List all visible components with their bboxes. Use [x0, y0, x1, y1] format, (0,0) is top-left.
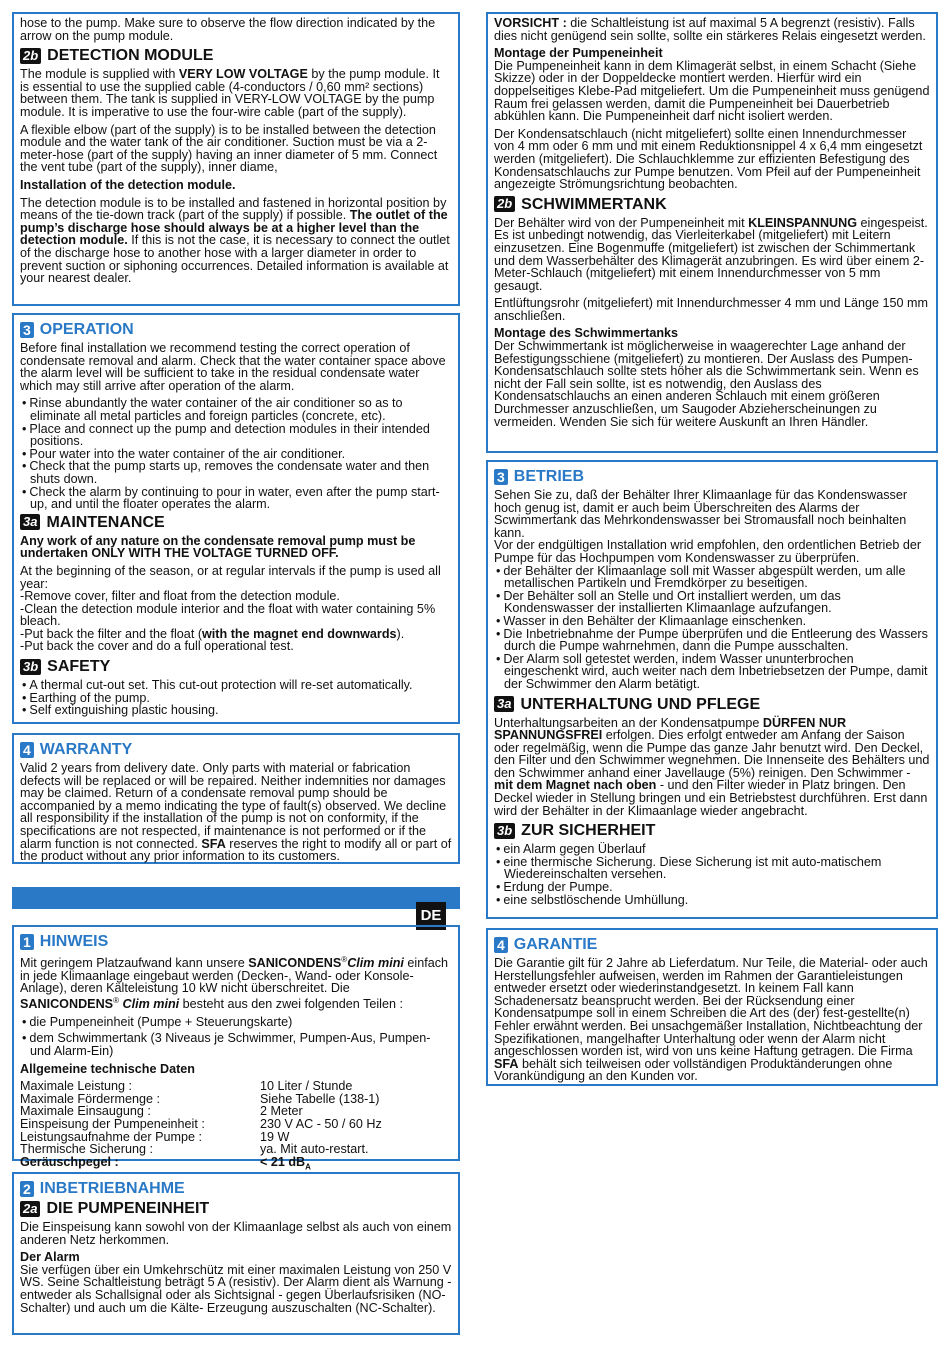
detection-module-section	[12, 12, 460, 306]
garantie-section	[486, 928, 938, 1086]
detection-paragraph-1: The module is supplied with VERY LOW VOLTAGE by the pump module. It is essential to use the supplied cable (4-conductors / 0,60 mm² sections) between them. The tank is supplied in VERY-LOW VOLTAGE by the pump module. It is imperative to use the four-wire cable (part of the supply).	[20, 67, 440, 119]
section-title: DIE PUMPENEINHEIT	[46, 1200, 210, 1217]
section-title: SCHWIMMERTANK	[521, 195, 667, 213]
section-number: 1	[20, 934, 34, 950]
section-number: 3a	[494, 696, 514, 712]
section-number: 4	[20, 742, 34, 758]
warranty-text: Valid 2 years from delivery date. Only parts with material or fabrication defects will be replaced or will be repaired. Neither indemnities nor damages may be claimed. Return of a condensate removal pump should be accompanied by a memo indicating the type of fault(s) observed. We decline all responsibility if the installation of the pump is not on conformity, if the specifications are not respected, if maintenance is not performed or if the alarm function is not connected. SFA reserves the right to modify all or part of the product without any prior information to its customers.	[20, 761, 452, 864]
table-row: Maximale Einsaugung : 2 Meter	[20, 1104, 303, 1119]
installation-heading: Installation of the detection module.	[20, 177, 236, 192]
table-row: Thermische Sicherung : ya. Mit auto-restart.	[20, 1142, 369, 1157]
detection-paragraph-3: The detection module is to be installed and fastened in horizontal position by means of the tie-down track (part of the supply) if possible. The outlet of the pump’s discharge hose should always be at a higher level than the detection module. If this is not the case, it is necessary to connect the outlet of the discharge hose to another hose with a larger diameter in order to prevent suction or siphoning occurrences. Detailed information is available at your nearest dealer.	[20, 195, 450, 286]
maintenance-warning: Any work of any nature on the condensate removal pump must be undertaken ONLY WITH THE VOLTAGE TURNED OFF.	[20, 533, 416, 561]
specs-heading: Allgemeine technische Daten	[20, 1061, 195, 1076]
inbetriebnahme-section	[12, 1172, 460, 1335]
list-item: • eine thermische Sicherung. Diese Sicherung ist mit auto-matischem Wiedereinschalten versehen.	[494, 856, 930, 881]
betrieb-section	[486, 460, 938, 919]
montage-heading: Montage der Pumpeneinheit	[494, 46, 663, 61]
list-item: • dem Schwimmertank (3 Niveaus je Schwimmer, Pumpen-Aus, Pumpen- und Alarm-Ein)	[20, 1032, 452, 1057]
vorsicht-text: VORSICHT : die Schaltleistung ist auf maximal 5 A begrenzt (resistiv). Falls dies nicht genügend sein sollte, sollte ein stärkeres Relais eingesetzt werden.	[494, 16, 926, 43]
section-number: 4	[494, 937, 508, 953]
detection-heading	[20, 47, 452, 64]
unterhaltung-heading	[494, 696, 930, 713]
safety-heading	[20, 658, 452, 675]
list-item: -Remove cover, filter and float from the detection module.	[20, 589, 340, 604]
section-number: 2a	[20, 1201, 40, 1217]
section-number: 2	[20, 1181, 34, 1197]
schwimmertank-paragraph-3: Der Schwimmertank ist möglicherweise in waagerechter Lage anhand der Befestigungsschiene (mitgeliefert) zu montieren. Der Auslass des Pumpen-Kondensatschlauch sollte stets höher als die Schwimmertank sein. Wenn es nicht der Fall sein sollte, ist es notwendig, den Auslass des Kondensatschlauchs an einen anderen Schlauch mit einem größeren Durchmesser anzuschließen, um Saugoder Abzieherscheinungen zu vermeiden. Wenden Sie sich für weitere Auskunft an Ihren Händler.	[494, 339, 919, 429]
table-row: Geräuschpegel : < 21 $dB_A$	[20, 1154, 311, 1172]
garantie-heading	[494, 936, 930, 953]
hinweis-paragraph: Mit geringem Platzaufwand kann unsere SANICONDENS®Clim mini einfach in jede Klimaanlage eingebaut werden (Decken-, Wand- oder Konsole-Anlage), deren Kälteleistung 10 kW nicht überschreitet. Die SANICONDENS® Clim mini besteht aus den zwei folgenden Teilen :	[20, 955, 448, 1012]
operation-heading	[20, 321, 452, 338]
unterhaltung-paragraph: Unterhaltungsarbeiten an der Kondensatpumpe DÜRFEN NUR SPANNUNGSFREI erfolgen. Dies erfolgt entweder am Anfang der Saison oder regelmäßig, wenn die Pumpe das ganze Jahr benutzt wird. Den Deckel, den Filter und den Schwimmer wegnehmen. Die Innenseite des Behälters und den Schwimmer anhand einer Javellauge (5%) reinigen. Den Schwimmer - mit dem Magnet nach oben - und den Filter wieder in Platz bringen. Den Deckel wieder in Stellung bringen und ein Betriebstest durchführen. Erst dann wird der Behälter in der Klimaanlage wieder angebracht.	[494, 715, 930, 818]
section-title: BETRIEB	[513, 468, 585, 485]
list-item: • Der Alarm soll getestet werden, indem Wasser ununterbrochen eingeschenkt wird, auch weiter nach dem Inbetriebsetzen der Pumpe, damit der Schwimmer den Alarm betätigt.	[494, 653, 930, 691]
operation-section	[12, 313, 460, 724]
maintenance-heading	[20, 514, 452, 531]
section-title: OPERATION	[39, 321, 134, 338]
montage-schwimmertank-heading: Montage des Schwimmertanks	[494, 326, 679, 341]
section-title: INBETRIEBNAHME	[39, 1180, 185, 1197]
table-row: Einspeisung der Pumpeneinheit : 230 V AC - 50 / 60 Hz	[20, 1116, 382, 1131]
list-item: • Self extinguishing plastic housing.	[20, 704, 452, 717]
alarm-paragraph: Sie verfügen über ein Umkehrschütz mit einer maximalen Leistung von 250 V WS. Seine Schaltleistung beträgt 5 A (resistiv). Der Alarm dient als Warnung - entweder als Schallsignal oder als Sichtsignal - gegen Überlaufsrisiken (NO-Schalter) und auch um die Kälte- Erzeugung auszuschalten (NC-Schalter).	[20, 1262, 452, 1315]
section-number: 2b	[494, 196, 515, 212]
list-item: • Wasser in den Behälter der Klimaanlage einschenken.	[494, 615, 930, 628]
list-item: • Check the alarm by continuing to pour in water, even after the pump start-up, and until the floater operates the alarm.	[20, 486, 452, 511]
schwimmertank-paragraph-1: Der Behälter wird von der Pumpeneinheit mit KLEINSPANNUNG eingespeist. Es ist unbedingt notwendig, das Vierleiterkabel (mitgeliefert) mit Leitern einzusetzen. Eine Bogenmuffe (mitgeliefert) ist zwischen der Schimmertank und dem Wasserbehälter des Klimagerät anzubringen. Es wird über einem 2-Meter-Schlauch (mitgeliefert) mit einem Innendurchmesser von 5 mm gesaugt.	[494, 215, 928, 293]
section-title: ZUR SICHERHEIT	[521, 822, 656, 840]
language-badge: DE	[416, 902, 446, 930]
language-bar	[12, 887, 460, 909]
betrieb-heading	[494, 468, 930, 485]
list-item: • die Pumpeneinheit (Pumpe + Steuerungskarte)	[20, 1016, 452, 1029]
garantie-text: Die Garantie gilt für 2 Jahre ab Lieferdatum. Nur Teile, die Material- oder auch Herstellungsfehler aufweisen, werden im Rahmen der Garantieleistungen entweder ersetzt oder wiederinstandgesetzt. In keinem Fall kann Schadenersatz beansprucht werden. Bei der Rücksendung einer Kondensatpumpe soll in einem Schreiben die Art des (der) fest-gestellte(n) Fehler erwähnt werden. Bei unsachgemäßer Installation, Nichtbeachtung der Spezifikationen, mangelhafter Unterhaltung oder wenn der Alarm nicht angeschlossen worden ist, wird von uns keine Haftung getragen. Die Firma SFA behält sich teilweisen oder vollständigen Produktänderungen ohne Vorankündigung an den Kunden vor.	[494, 956, 928, 1084]
sicherheit-list	[494, 843, 930, 906]
section-number: 3b	[20, 659, 41, 675]
montage-paragraph-2: Der Kondensatschlauch (nicht mitgeliefert) sollte einen Innendurchmesser von 4 mm oder 6 mm und mit einem Reduktionsnippel 4 x 6,4 mm eingesetzt werden (mitgeliefert). Die Schlauchklemme zur effizienten Befestigung des Kondensatschlauchs zur Pumpe benutzen. Vom Pfeil auf der Pumpeneinheit angezeigte Strömungsrichtung beobachten.	[494, 126, 923, 192]
vorsicht-section	[486, 12, 938, 453]
maintenance-steps	[20, 590, 452, 653]
operation-intro: Before final installation we recommend testing the correct operation of condensate removal and alarm. Check that the water container space above the alarm level will be sufficient to take in the residual condensate water which may still arrive after operation of the alarm.	[20, 341, 446, 393]
list-item: • der Behälter der Klimaanlage soll mit Wasser abgespült werden, um alle metallischen Partikeln und Fremdkörper zu beseitigen.	[494, 565, 930, 590]
sicherheit-heading	[494, 822, 930, 839]
section-number: 3a	[20, 514, 40, 530]
section-title: SAFETY	[47, 658, 111, 676]
list-item: • Rinse abundantly the water container of the air conditioner so as to eliminate all metal particles and foreign particles (concrete, etc).	[20, 397, 452, 422]
inbetriebnahme-heading	[20, 1180, 452, 1197]
hinweis-section	[12, 925, 460, 1172]
pumpeneinheit-paragraph: Die Einspeisung kann sowohl von der Klimaanlage selbst als auch von einem anderen Netz herkommen.	[20, 1220, 452, 1247]
section-number: 3	[20, 322, 34, 338]
list-item: • ein Alarm gegen Überlauf	[494, 843, 930, 856]
betrieb-list	[494, 565, 930, 691]
section-title: UNTERHALTUNG UND PFLEGE	[520, 695, 761, 713]
section-title: DETECTION MODULE	[47, 47, 214, 65]
section-title: WARRANTY	[39, 741, 133, 758]
list-item: -Put back the filter and the float (with the magnet end downwards).	[20, 626, 405, 641]
list-item: • Die Inbetriebnahme der Pumpe überprüfen und die Entleerung des Wassers durch die Pumpe wahrnehmen, dann die Pumpe ausschalten.	[494, 628, 930, 653]
schwimmertank-heading	[494, 196, 930, 213]
list-item: • Place and connect up the pump and detection modules in their intended positions.	[20, 423, 452, 448]
list-item: • Der Behälter soll an Stelle und Ort installiert werden, um das Kondenswasser der installierten Klimaanlage aufzufangen.	[494, 590, 930, 615]
section-title: GARANTIE	[513, 936, 598, 953]
list-item: -Clean the detection module interior and the float with water containing 5% bleach.	[20, 601, 436, 629]
table-row: Leistungsaufnahme der Pumpe : 19 W	[20, 1129, 290, 1144]
operation-list	[20, 397, 452, 510]
section-title: HINWEIS	[39, 933, 109, 950]
specs-table	[20, 1080, 452, 1174]
section-number: 3b	[494, 823, 515, 839]
hinweis-heading	[20, 933, 452, 950]
detection-paragraph-2: A flexible elbow (part of the supply) is to be installed between the detection module and the water tank of the air conditioner. Suction must be via a 2-meter-hose (part of the supply) having an inner diameter of 5 mm. Connect the vent tube (part of the supply), inner diame,	[20, 122, 438, 175]
list-item: • Earthing of the pump.	[20, 692, 452, 705]
schwimmertank-paragraph-2: Entlüftungsrohr (mitgeliefert) mit Innendurchmesser 4 mm und Länge 150 mm anschließen.	[494, 296, 928, 323]
montage-paragraph-1: Die Pumpeneinheit kann in dem Klimagerät selbst, in einem Schacht (Siehe Skizze) oder in der Doppeldecke montiert werden. Hierfür wird ein doppelseitiges Klebe-Pad mitgeliefert. Um die Pumpeneinheit muss genügend Raum frei gelassen werden, damit die Pumpeneinheit bei Dauerbetrieb abkühlen kann. Die Pumpeneinheit darf nicht isoliert werden.	[494, 58, 930, 124]
hinweis-list	[20, 1016, 452, 1058]
warranty-section	[12, 733, 460, 864]
table-row: Maximale Leistung : 10 Liter / Stunde	[20, 1079, 353, 1094]
list-item: -Put back the cover and do a full operational test.	[20, 639, 294, 654]
intro-text: hose to the pump. Make sure to observe the flow direction indicated by the arrow on the pump module.	[20, 16, 436, 43]
section-number: 3	[494, 469, 508, 485]
alarm-heading: Der Alarm	[20, 1250, 80, 1265]
maintenance-paragraph: At the beginning of the season, or at regular intervals if the pump is used all year:	[20, 563, 441, 591]
safety-list	[20, 679, 452, 717]
list-item: • Check that the pump starts up, removes the condensate water and then shuts down.	[20, 460, 452, 485]
warranty-heading	[20, 741, 452, 758]
list-item: • eine selbstlöschende Umhüllung.	[494, 894, 930, 907]
list-item: • Erdung der Pumpe.	[494, 881, 930, 894]
list-item: • A thermal cut-out set. This cut-out protection will re-set automatically.	[20, 679, 452, 692]
pumpeneinheit-heading	[20, 1200, 452, 1217]
table-row: Maximale Fördermenge : Siehe Tabelle (138-1)	[20, 1091, 380, 1106]
list-item: • Pour water into the water container of the air conditioner.	[20, 448, 452, 461]
betrieb-paragraph-2: Vor der endgültigen Installation wrid empfohlen, den ordentlichen Betrieb der Pumpe für das Hochpumpen vom Kondenswasser zu überprüfen.	[494, 538, 922, 565]
betrieb-paragraph-1: Sehen Sie zu, daß der Behälter Ihrer Klimaanlage für das Kondenswasser hoch genug ist, damit er auch beim Überschreiten des Alarms der Scwimmertank das Mehrkondenswasser bei Stromausfall noch beinhalten kann.	[494, 488, 908, 540]
section-title: MAINTENANCE	[46, 513, 165, 531]
section-number: 2b	[20, 48, 41, 64]
